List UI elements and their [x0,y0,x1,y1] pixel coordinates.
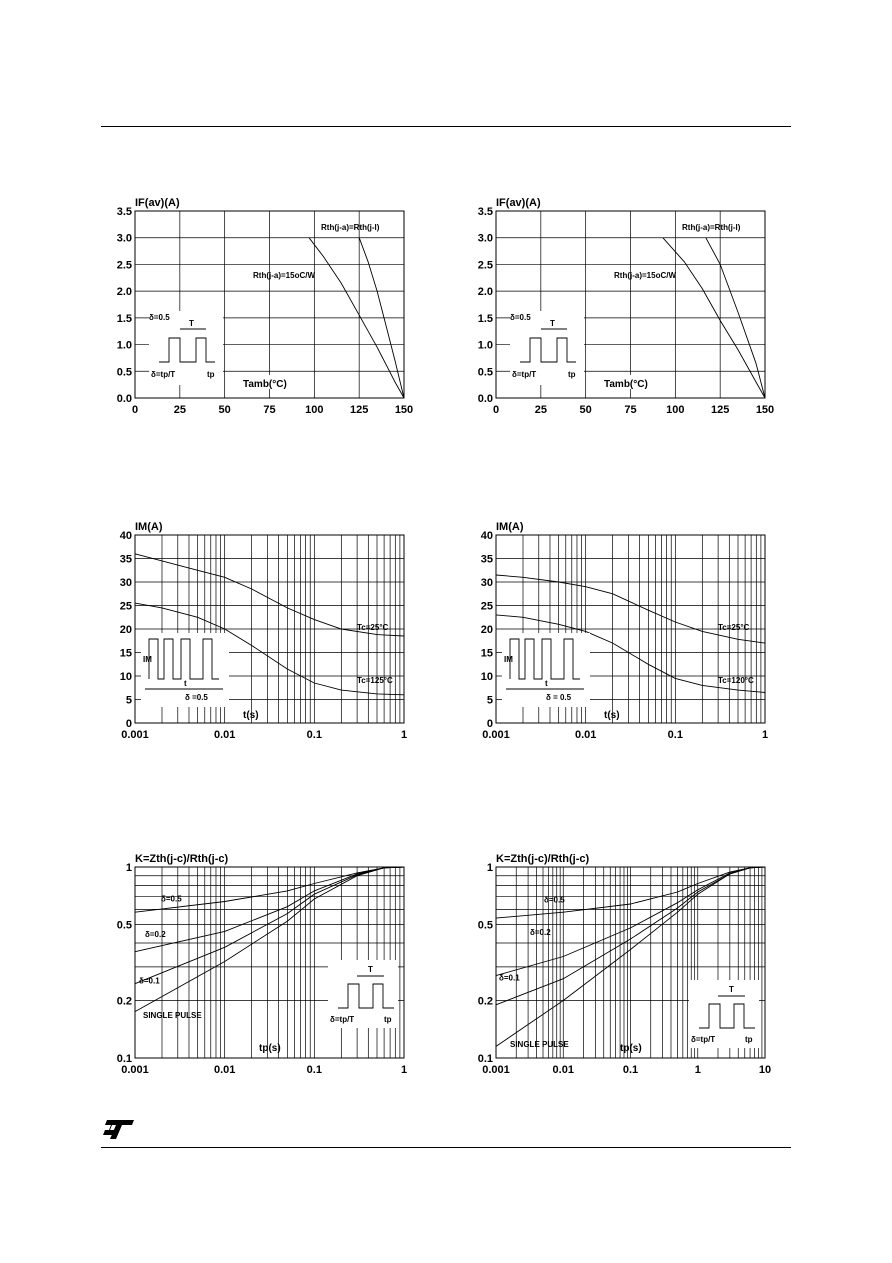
x-tick-label: 100 [305,404,324,416]
x-tick-label: 0.001 [121,1064,149,1076]
y-tick-label: 35 [119,553,132,566]
y-tick-label: 0.2 [477,995,493,1008]
im-label: IM [504,655,513,664]
x-tick-label: 0 [492,404,500,416]
chart-2 [478,197,774,416]
y-tick-label: 1.5 [477,312,493,325]
x-tick-label: 1 [761,729,769,741]
x-axis-label: t(s) [604,710,620,721]
y-tick-label: 10 [480,671,493,683]
x-tick-label: 0.1 [622,1064,639,1076]
y-tick-label: 3.5 [477,206,493,218]
series-label: δ=0.1 [139,976,160,986]
x-tick-label: 125 [349,404,369,416]
y-tick-label: 3.0 [116,232,132,245]
x-axis-label: t(s) [243,710,259,721]
duty-label: δ=tp/T [151,370,176,379]
delta-label: δ = 0.5 [546,693,572,702]
y-tick-label: 5 [486,694,493,707]
y-tick-label: 0 [125,718,132,730]
y-tick-label: 0.5 [116,366,132,379]
y-tick-label: 5 [125,694,132,707]
x-tick-label: 0.001 [482,729,510,741]
y-tick-label: 20 [119,624,132,636]
series-label: Rth(j-a)=Rth(j-l) [682,223,741,232]
y-tick-label: 35 [480,553,493,566]
y-tick-label: 1.5 [116,312,132,325]
series-label: SINGLE PULSE [143,1011,202,1020]
duty-label: δ=tp/T [330,1015,355,1024]
x-tick-label: 50 [579,404,592,416]
y-tick-label: 1.0 [116,339,132,352]
duty-label: δ=tp/T [691,1035,716,1044]
y-axis-label: IF(av)(A) [496,197,541,209]
y-tick-label: 0.0 [116,393,132,405]
period-label: T [550,319,555,328]
y-tick-label: 40 [480,530,493,542]
series-label: Rth(j-a)=15oC/W [253,271,315,280]
y-tick-label: 0.5 [116,919,132,932]
duty-label: δ=tp/T [512,370,537,379]
y-tick-label: 1.0 [477,339,493,352]
series-label: Tc=120°C [718,676,754,686]
y-tick-label: 0.1 [477,1053,493,1065]
tp-label: tp [207,370,215,379]
series-label: δ=0.2 [145,930,166,940]
tp-label: tp [745,1035,753,1044]
x-tick-label: 125 [710,404,730,416]
series-label: Rth(j-a)=Rth(j-l) [321,223,380,232]
x-tick-label: 0.1 [306,1064,322,1076]
y-tick-label: 1 [125,862,132,874]
st-logo-icon [101,1118,135,1140]
period-label: T [368,965,373,974]
time-label: t [545,679,548,688]
y-tick-label: 2.0 [116,286,132,299]
x-tick-label: 50 [218,404,231,416]
delta-label: δ =0.5 [185,693,208,702]
series-label: Rth(j-a)=15oC/W [614,271,676,280]
y-tick-label: 0.1 [116,1053,132,1065]
x-tick-label: 150 [394,404,414,416]
y-tick-label: 2.5 [477,259,493,272]
y-tick-label: 0.0 [477,393,493,405]
chart-3 [120,521,407,741]
x-tick-label: 0.1 [667,729,683,741]
x-axis-label: tp(s) [620,1043,642,1054]
series-label: δ=0.5 [161,894,182,904]
y-tick-label: 0.5 [477,366,493,379]
x-axis-label: tp(s) [259,1043,281,1054]
x-tick-label: 0.001 [121,729,149,741]
y-tick-label: 3.5 [116,206,132,218]
y-tick-label: 0.2 [116,995,132,1008]
series-label: δ=0.5 [544,895,565,905]
y-axis-label: K=Zth(j-c)/Rth(j-c) [135,853,229,865]
x-axis-label: Tamb(°C) [243,379,287,390]
x-tick-label: 75 [263,404,276,416]
series-label: δ=0.2 [530,928,551,938]
chart-6 [478,853,771,1076]
x-tick-label: 75 [624,404,637,416]
im-label: IM [143,655,152,664]
delta-label: δ=0.5 [510,313,531,322]
y-axis-label: IM(A) [496,521,524,533]
y-axis-label: IF(av)(A) [135,197,180,209]
y-tick-label: 2.0 [477,286,493,299]
delta-label: δ=0.5 [149,313,170,322]
chart-4 [481,521,768,741]
x-tick-label: 150 [755,404,775,416]
x-tick-label: 0.01 [213,729,236,741]
y-tick-label: 20 [480,624,493,636]
y-tick-label: 25 [119,600,132,613]
chart-1 [117,197,413,416]
x-tick-label: 0.01 [574,729,597,741]
x-tick-label: 100 [666,404,685,416]
y-tick-label: 0 [486,718,493,730]
y-tick-label: 25 [480,600,493,613]
chart-5 [117,853,407,1076]
series-label: Tc=25°C [357,622,389,632]
y-tick-label: 2.5 [116,259,132,272]
x-tick-label: 0.01 [213,1064,236,1076]
series-label: SINGLE PULSE [510,1040,569,1049]
x-tick-label: 0.001 [482,1064,510,1076]
y-tick-label: 10 [119,671,132,683]
y-tick-label: 30 [480,577,493,589]
x-tick-label: 25 [173,404,186,416]
y-tick-label: 3.0 [477,232,493,245]
y-tick-label: 1 [486,862,493,874]
y-axis-label: IM(A) [135,521,163,533]
y-axis-label: K=Zth(j-c)/Rth(j-c) [496,853,590,865]
y-tick-label: 0.5 [477,919,493,932]
x-tick-label: 1 [400,729,408,741]
y-tick-label: 40 [119,530,132,542]
series-line [496,575,765,643]
x-tick-label: 1 [400,1064,408,1076]
x-tick-label: 1 [694,1064,701,1076]
x-tick-label: 10 [758,1064,772,1076]
x-tick-label: 0 [131,404,139,416]
y-tick-label: 15 [480,647,493,660]
period-label: T [189,319,194,328]
series-label: Tc=125°C [357,676,393,686]
time-label: t [184,679,187,688]
tp-label: tp [384,1015,392,1024]
x-tick-label: 0.1 [306,729,322,741]
series-label: δ=0.1 [499,973,520,983]
x-tick-label: 0.01 [552,1064,574,1076]
y-tick-label: 15 [119,647,132,660]
tp-label: tp [568,370,576,379]
x-axis-label: Tamb(°C) [604,379,648,390]
x-tick-label: 25 [534,404,547,416]
y-tick-label: 30 [119,577,132,589]
series-label: Tc=25°C [718,622,750,632]
period-label: T [729,985,734,994]
